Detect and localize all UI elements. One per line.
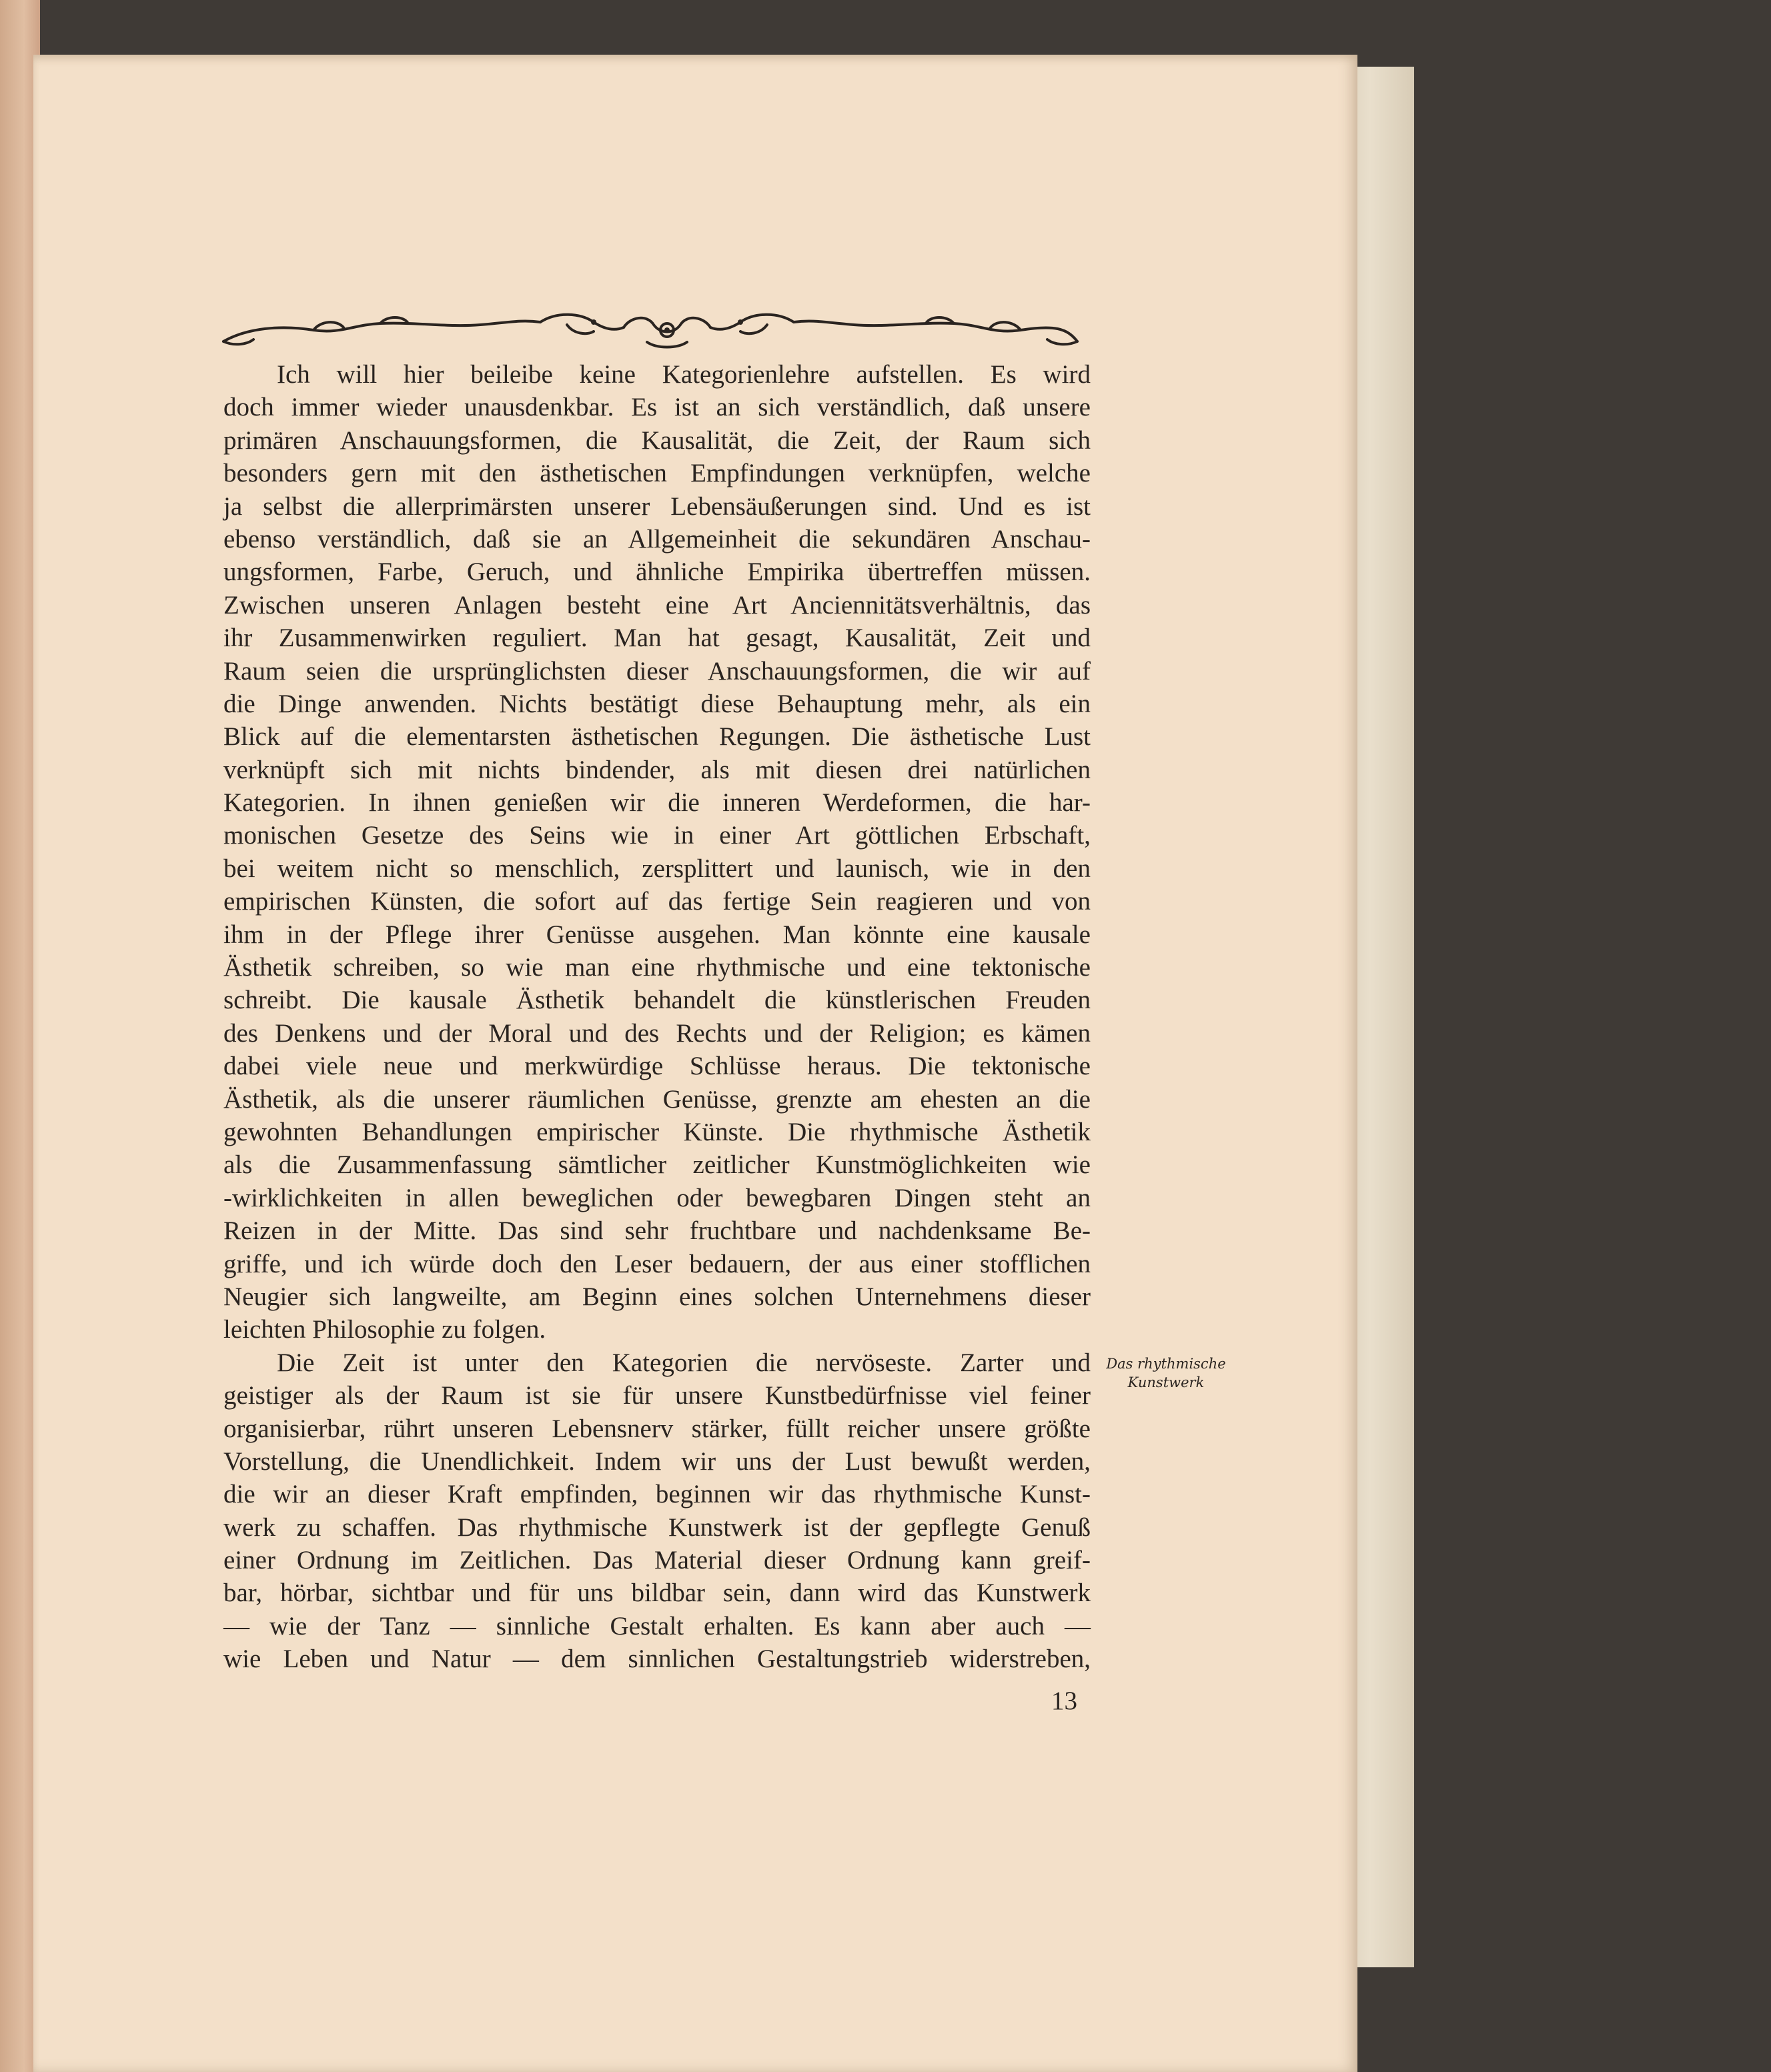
text-line: bar, hörbar, sichtbar und für uns bildbar sein, dann wird das Kunstwerk <box>223 1579 1091 1608</box>
text-line: griffe, und ich würde doch den Leser bedauern, der aus einer stofflichen <box>223 1249 1091 1278</box>
book-page <box>33 55 1357 2072</box>
text-line: ihm in der Pflege ihrer Genüsse ausgehen. Man könnte eine kausale <box>223 920 1091 949</box>
text-line: als die Zusammenfassung sämtlicher zeitlicher Kunstmöglichkeiten wie <box>223 1150 1091 1180</box>
text-line: Die Zeit ist unter den Kategorien die nervöseste. Zarter und <box>277 1348 1091 1377</box>
marginal-note-line: Das rhythmische <box>1106 1356 1226 1372</box>
text-line: wie Leben und Natur — dem sinnlichen Gestaltungstrieb widerstreben, <box>223 1645 1091 1674</box>
text-line: leichten Philosophie zu folgen. <box>223 1315 546 1344</box>
text-line: -wirklichkeiten in allen beweglichen oder bewegbaren Dingen steht an <box>223 1183 1091 1212</box>
text-line: doch immer wieder unausdenkbar. Es ist an sich verständlich, daß unsere <box>223 393 1091 422</box>
text-line: empirischen Künsten, die sofort auf das fertige Sein reagieren und von <box>223 887 1091 916</box>
text-line: ungsformen, Farbe, Geruch, und ähnliche Empirika übertreffen müssen. <box>223 558 1091 587</box>
text-line: ebenso verständlich, daß sie an Allgemeinheit die sekundären Anschau- <box>223 524 1091 554</box>
paragraph-2 <box>223 1346 1091 1676</box>
text-line: Raum seien die ursprünglichsten dieser Anschauungsformen, die wir auf <box>223 656 1091 686</box>
text-line: ja selbst die allerprimärsten unserer Lebensäußerungen sind. Und es ist <box>223 491 1091 521</box>
text-line: die wir an dieser Kraft empfinden, beginnen wir das rhythmische Kunst- <box>223 1480 1091 1509</box>
text-line: monischen Gesetze des Seins wie in einer Art göttlichen Erbschaft, <box>223 821 1091 850</box>
text-line: Vorstellung, die Unendlichkeit. Indem wir uns der Lust bewußt werden, <box>223 1446 1091 1476</box>
text-line: Neugier sich langweilte, am Beginn eines solchen Unternehmens dieser <box>223 1282 1091 1311</box>
text-line: organisierbar, rührt unseren Lebensnerv stärker, füllt reicher unsere größte <box>223 1414 1091 1443</box>
text-line: schreibt. Die kausale Ästhetik behandelt die künstlerischen Freuden <box>223 986 1091 1015</box>
decorative-headpiece-ornament <box>220 305 1081 358</box>
paragraph-1 <box>223 358 1091 1346</box>
text-line: geistiger als der Raum ist sie für unsere Kunstbedürfnisse viel feiner <box>223 1381 1091 1410</box>
text-line: besonders gern mit den ästhetischen Empfindungen verknüpfen, welche <box>223 459 1091 488</box>
marginal-note <box>1093 1354 1239 1392</box>
text-line: dabei viele neue und merkwürdige Schlüsse heraus. Die tektonische <box>223 1052 1091 1081</box>
text-line: Kategorien. In ihnen genießen wir die inneren Werdeformen, die har- <box>223 788 1091 818</box>
text-line: ihr Zusammenwirken reguliert. Man hat gesagt, Kausalität, Zeit und <box>223 624 1091 653</box>
text-line: Blick auf die elementarsten ästhetischen Regungen. Die ästhetische Lust <box>223 722 1091 752</box>
text-line: Reizen in der Mitte. Das sind sehr fruchtbare und nachdenksame Be- <box>223 1216 1091 1246</box>
text-line: werk zu schaffen. Das rhythmische Kunstwerk ist der gepflegte Genuß <box>223 1512 1091 1542</box>
text-line: Ästhetik schreiben, so wie man eine rhythmische und eine tektonische <box>223 953 1091 982</box>
text-line: — wie der Tanz — sinnliche Gestalt erhalten. Es kann aber auch — <box>223 1611 1091 1641</box>
main-text <box>223 358 1091 1676</box>
text-line: gewohnten Behandlungen empirischer Künste. Die rhythmische Ästhetik <box>223 1117 1091 1146</box>
text-line: des Denkens und der Moral und des Rechts und der Religion; es kämen <box>223 1018 1091 1048</box>
text-line: die Dinge anwenden. Nichts bestätigt diese Behauptung mehr, als ein <box>223 689 1091 718</box>
text-line: primären Anschauungsformen, die Kausalität, die Zeit, der Raum sich <box>223 425 1091 455</box>
text-line: Ich will hier beileibe keine Kategorienlehre aufstellen. Es wird <box>277 360 1091 389</box>
page-number: 13 <box>1051 1687 1077 1715</box>
marginal-note-line: Kunstwerk <box>1127 1374 1205 1390</box>
text-line: einer Ordnung im Zeitlichen. Das Material dieser Ordnung kann greif- <box>223 1546 1091 1575</box>
text-line: Zwischen unseren Anlagen besteht eine Art Anciennitätsverhältnis, das <box>223 590 1091 620</box>
text-line: Ästhetik, als die unserer räumlichen Genüsse, grenzte am ehesten an die <box>223 1084 1091 1114</box>
text-line: bei weitem nicht so menschlich, zersplittert und launisch, wie in den <box>223 854 1091 883</box>
text-line: verknüpft sich mit nichts bindender, als mit diesen drei natürlichen <box>223 755 1091 784</box>
